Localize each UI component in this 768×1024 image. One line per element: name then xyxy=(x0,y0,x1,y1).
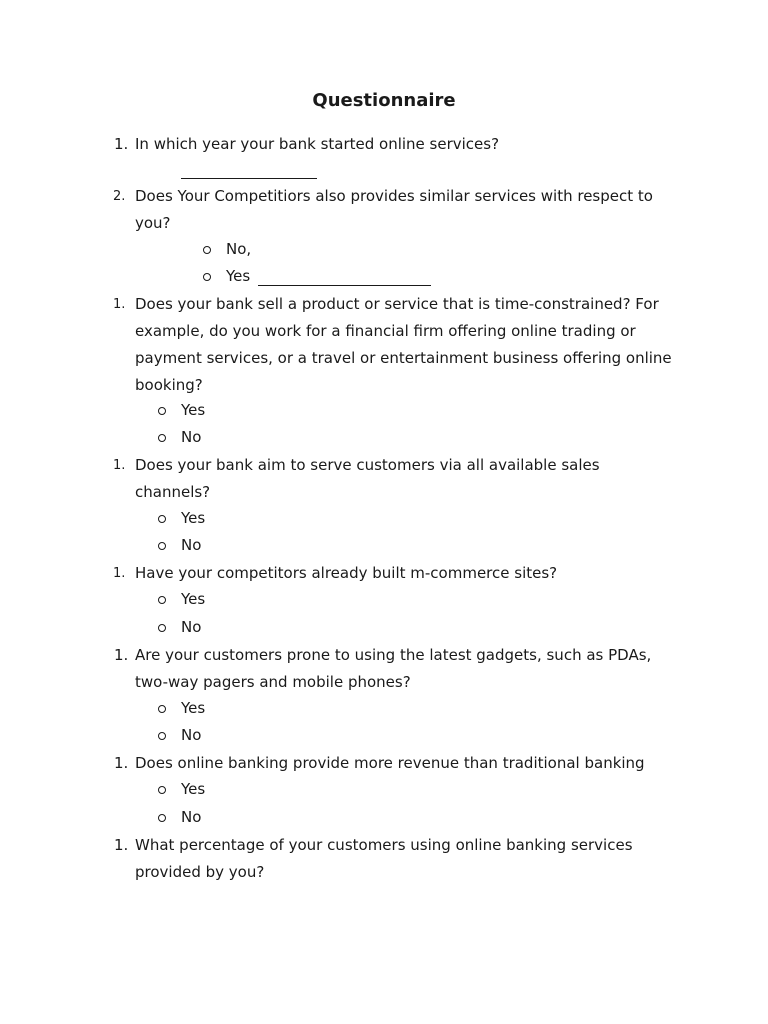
question-text: Does your bank aim to serve customers via all available sales channels? xyxy=(135,456,600,501)
question-text: What percentage of your customers using online banking services provided by you? xyxy=(135,836,633,881)
option-bullet-icon[interactable] xyxy=(158,407,166,415)
option-label: Yes xyxy=(226,267,251,285)
option-label: No, xyxy=(226,240,252,258)
option-bullet-icon[interactable] xyxy=(158,515,166,523)
option-bullet-icon[interactable] xyxy=(158,624,166,632)
option-bullet-icon[interactable] xyxy=(203,246,211,254)
option-label: No xyxy=(181,726,202,744)
option-label: Yes xyxy=(181,509,206,527)
question-number: 1. xyxy=(114,754,129,772)
question-text: Does online banking provide more revenue than traditional banking xyxy=(135,754,645,772)
question-text: Does Your Competitiors also provides similar services with respect to you? xyxy=(135,187,653,232)
question-number: 1. xyxy=(113,297,126,312)
question-number: 1. xyxy=(114,646,129,664)
option-bullet-icon[interactable] xyxy=(158,705,166,713)
option-bullet-icon[interactable] xyxy=(158,596,166,604)
question-text: Are your customers prone to using the latest gadgets, such as PDAs, two-way pagers and mobile phones? xyxy=(135,646,652,691)
option-label: No xyxy=(181,428,202,446)
option-label: No xyxy=(181,618,202,636)
option-bullet-icon[interactable] xyxy=(158,814,166,822)
question-number: 1. xyxy=(114,836,129,854)
page-title: Questionnaire xyxy=(312,90,456,111)
question-text: Have your competitors already built m-commerce sites? xyxy=(135,564,558,582)
question-number: 1. xyxy=(114,135,129,153)
answer-line[interactable] xyxy=(181,178,317,179)
option-bullet-icon[interactable] xyxy=(158,732,166,740)
option-label: No xyxy=(181,536,202,554)
option-label: Yes xyxy=(181,401,206,419)
option-bullet-icon[interactable] xyxy=(203,273,211,281)
option-label: No xyxy=(181,808,202,826)
option-label: Yes xyxy=(181,780,206,798)
question-text: In which year your bank started online services? xyxy=(135,135,500,153)
question-number: 2. xyxy=(113,189,126,204)
option-label: Yes xyxy=(181,699,206,717)
option-label: Yes xyxy=(181,590,206,608)
question-number: 1. xyxy=(113,566,126,581)
question-number: 1. xyxy=(113,458,126,473)
option-bullet-icon[interactable] xyxy=(158,434,166,442)
option-bullet-icon[interactable] xyxy=(158,786,166,794)
answer-line[interactable] xyxy=(258,285,431,286)
option-bullet-icon[interactable] xyxy=(158,542,166,550)
question-text: Does your bank sell a product or service that is time-constrained? For example, do you work for a financial firm offering online trading or payment services, or a travel or entertainment business offering online booking? xyxy=(135,295,672,394)
